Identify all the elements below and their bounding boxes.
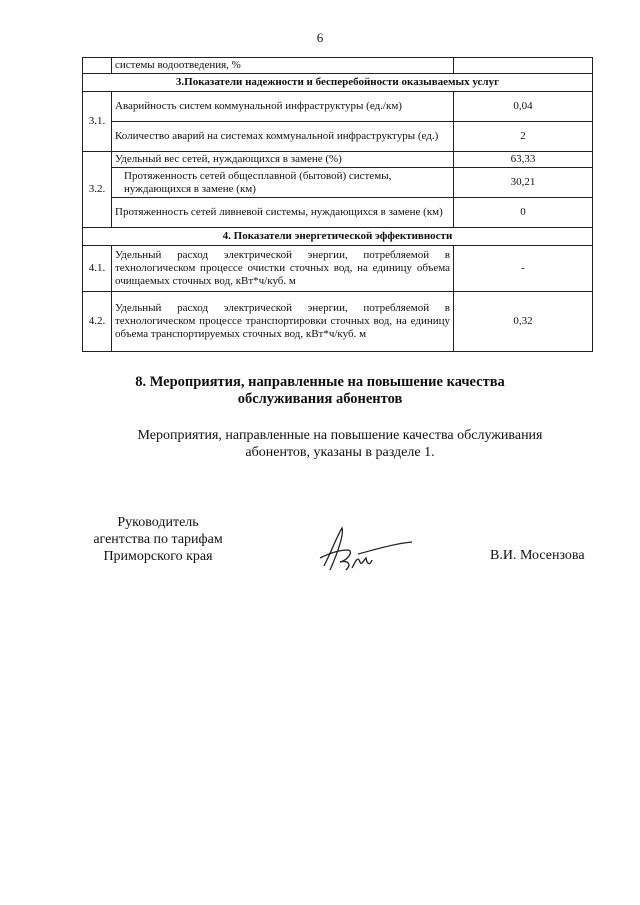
signatory-title [88,514,228,565]
row-number-3-2: 3.2. [83,152,112,228]
table-cell-value: 63,33 [454,152,593,168]
table-cell-value: 30,21 [454,168,593,198]
signatory-title-line2: агентства по тарифам [93,532,223,547]
table-cell-description: Протяженность сетей общесплавной (бытовой) системы, нуждающихся в замене (км) [112,168,454,198]
row-number-4-2: 4.2. [83,292,112,352]
section8-heading [100,374,540,408]
signatory-title-line3: Приморского края [103,549,213,564]
section8-paragraph [100,427,580,461]
table-row [83,58,593,74]
table-row [83,122,593,152]
table-cell-description: Удельный расход электрической энергии, потребляемой в технологическом процессе транспортировки сточных вод, на единицу объема транспортируемых сточных вод, кВт*ч/куб. м [112,292,454,352]
section8-paragraph-line1: Мероприятия, направленные на повышение качества обслуживания [137,428,543,443]
section3-title: 3.Показатели надежности и бесперебойности оказываемых услуг [83,74,593,92]
section-header-row [83,74,593,92]
handwritten-signature [312,520,422,580]
table-cell-description: Протяженность сетей ливневой системы, нуждающихся в замене (км) [112,198,454,228]
section4-title: 4. Показатели энергетической эффективности [83,228,593,246]
table-cell-description: системы водоотведения, % [112,58,454,74]
table-cell-value: - [454,246,593,292]
table-cell-value: 0,04 [454,92,593,122]
section8-paragraph-line2: абонентов, указаны в разделе 1. [245,445,435,460]
signatory-title-line1: Руководитель [117,515,199,530]
table-row [83,198,593,228]
signatory-name: В.И. Мосензова [490,548,585,563]
indicators-table [82,57,593,352]
table-row [83,152,593,168]
table-row [83,168,593,198]
section8-heading-line1: 8. Мероприятия, направленные на повышение качества [135,374,505,390]
table-row [83,92,593,122]
table-cell-value: 0 [454,198,593,228]
page-number: 6 [316,30,324,45]
table-cell-description: Количество аварий на системах коммунальной инфраструктуры (ед.) [112,122,454,152]
table-cell-description: Удельный вес сетей, нуждающихся в замене (%) [112,152,454,168]
table-cell-description: Аварийность систем коммунальной инфраструктуры (ед./км) [112,92,454,122]
table-cell-description: Удельный расход электрической энергии, потребляемой в технологическом процессе очистки сточных вод, на единицу объема очищаемых сточных вод, кВт*ч/куб. м [112,246,454,292]
row-number-4-1: 4.1. [83,246,112,292]
table-row [83,292,593,352]
table-cell-value: 0,32 [454,292,593,352]
table-row [83,246,593,292]
section8-heading-line2: обслуживания абонентов [237,391,403,407]
row-number-3-1: 3.1. [83,92,112,152]
table-cell-value: 2 [454,122,593,152]
section-header-row [83,228,593,246]
